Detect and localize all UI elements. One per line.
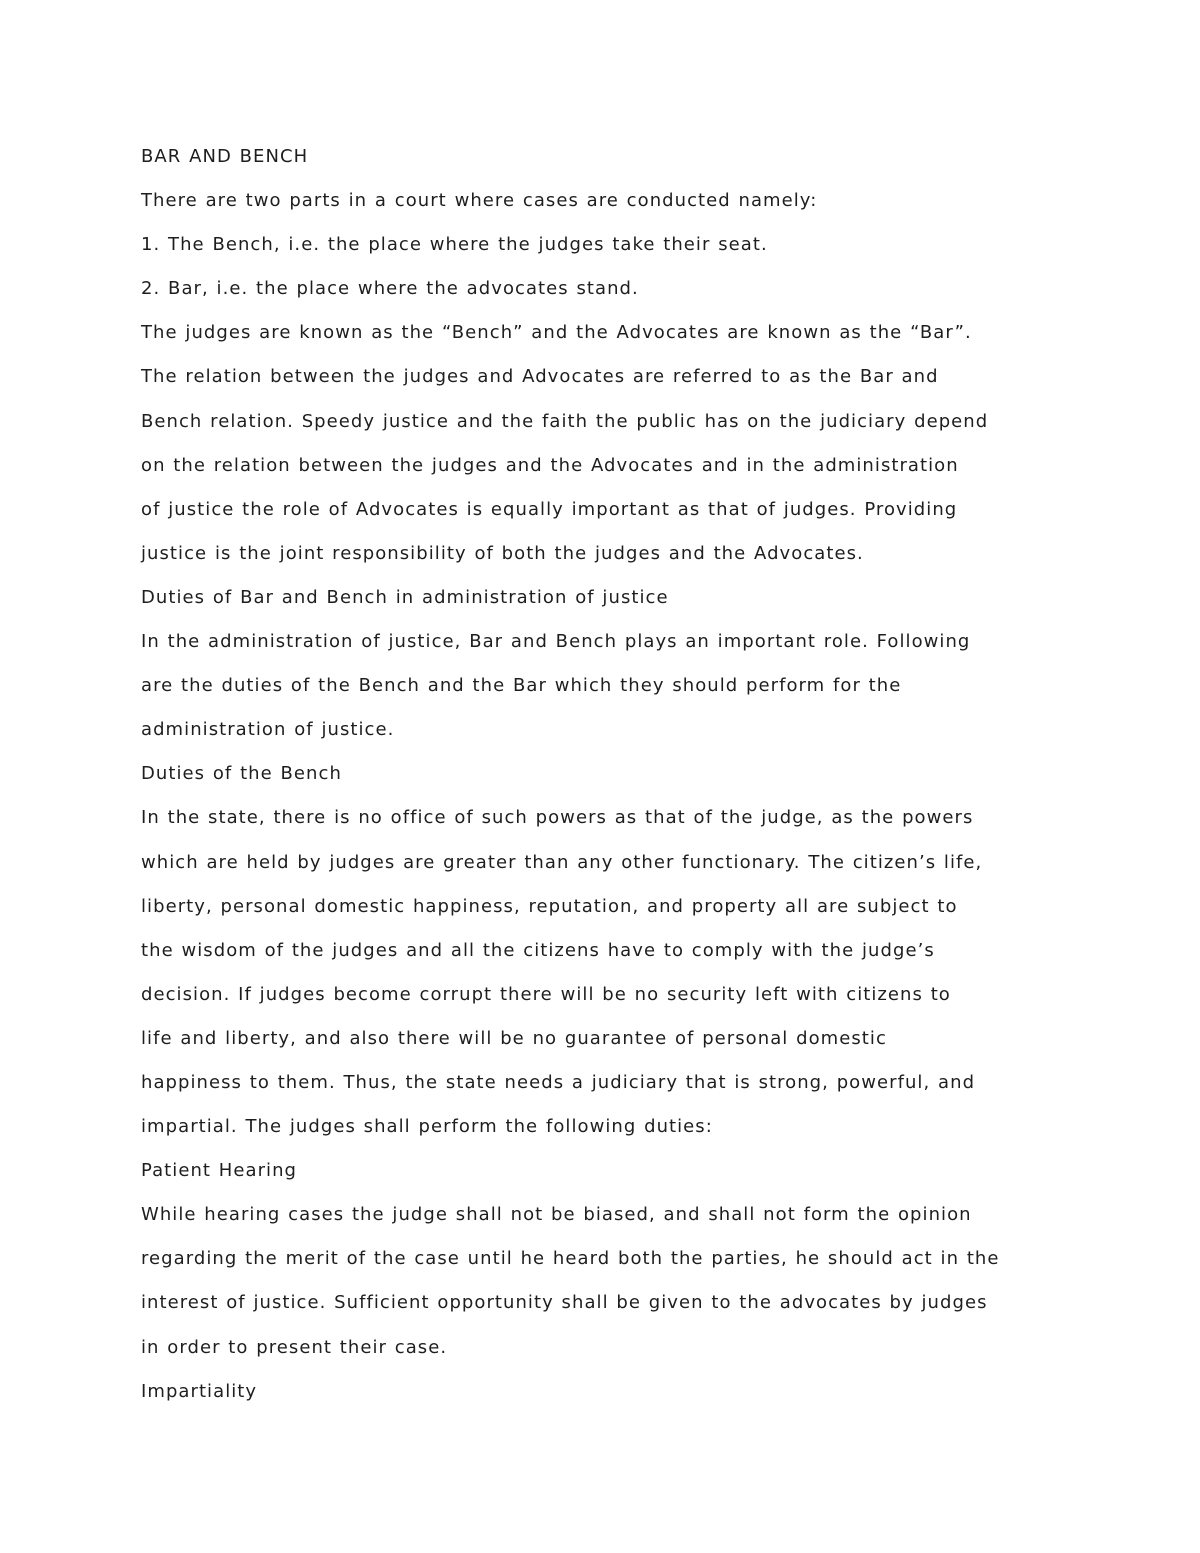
text-line: decision. If judges become corrupt there will be no security left with citizens to [141, 983, 951, 1005]
text-line: in order to present their case. [141, 1336, 448, 1358]
list-item: 2. Bar, i.e. the place where the advocates stand. [141, 278, 639, 300]
text-line: liberty, personal domestic happiness, reputation, and property all are subject to [141, 895, 958, 917]
list-item: 1. The Bench, i.e. the place where the judges take their seat. [141, 234, 768, 256]
text-line: impartial. The judges shall perform the following duties: [141, 1116, 713, 1138]
text-line: are the duties of the Bench and the Bar which they should perform for the [141, 675, 902, 697]
text-line: on the relation between the judges and the Advocates and in the administration [141, 454, 959, 476]
section-heading: Impartiality [141, 1380, 258, 1402]
text-line: regarding the merit of the case until he heard both the parties, he should act in the [141, 1248, 1000, 1270]
text-line: In the administration of justice, Bar and Bench plays an important role. Following [141, 631, 971, 653]
text-line: which are held by judges are greater than any other functionary. The citizen’s life, [141, 851, 983, 873]
text-line: life and liberty, and also there will be no guarantee of personal domestic [141, 1027, 887, 1049]
text-line: justice is the joint responsibility of both the judges and the Advocates. [141, 542, 864, 564]
text-line: happiness to them. Thus, the state needs a judiciary that is strong, powerful, and [141, 1071, 976, 1093]
text-line: The relation between the judges and Advocates are referred to as the Bar and [141, 366, 939, 388]
text-line: In the state, there is no office of such powers as that of the judge, as the powers [141, 807, 974, 829]
text-line: There are two parts in a court where cases are conducted namely: [141, 190, 818, 212]
text-line: Bench relation. Speedy justice and the faith the public has on the judiciary depend [141, 410, 989, 432]
text-line: the wisdom of the judges and all the citizens have to comply with the judge’s [141, 939, 935, 961]
document-body [141, 144, 1021, 1423]
text-line: The judges are known as the “Bench” and the Advocates are known as the “Bar”. [141, 322, 972, 344]
text-line: of justice the role of Advocates is equally important as that of judges. Providing [141, 498, 958, 520]
text-line: While hearing cases the judge shall not be biased, and shall not form the opinion [141, 1204, 972, 1226]
text-line: interest of justice. Sufficient opportunity shall be given to the advocates by judges [141, 1292, 988, 1314]
document-title: BAR AND BENCH [141, 146, 309, 167]
section-heading: Patient Hearing [141, 1160, 298, 1182]
section-heading: Duties of the Bench [141, 763, 342, 785]
section-heading: Duties of Bar and Bench in administration of justice [141, 586, 669, 608]
text-line: administration of justice. [141, 719, 395, 741]
